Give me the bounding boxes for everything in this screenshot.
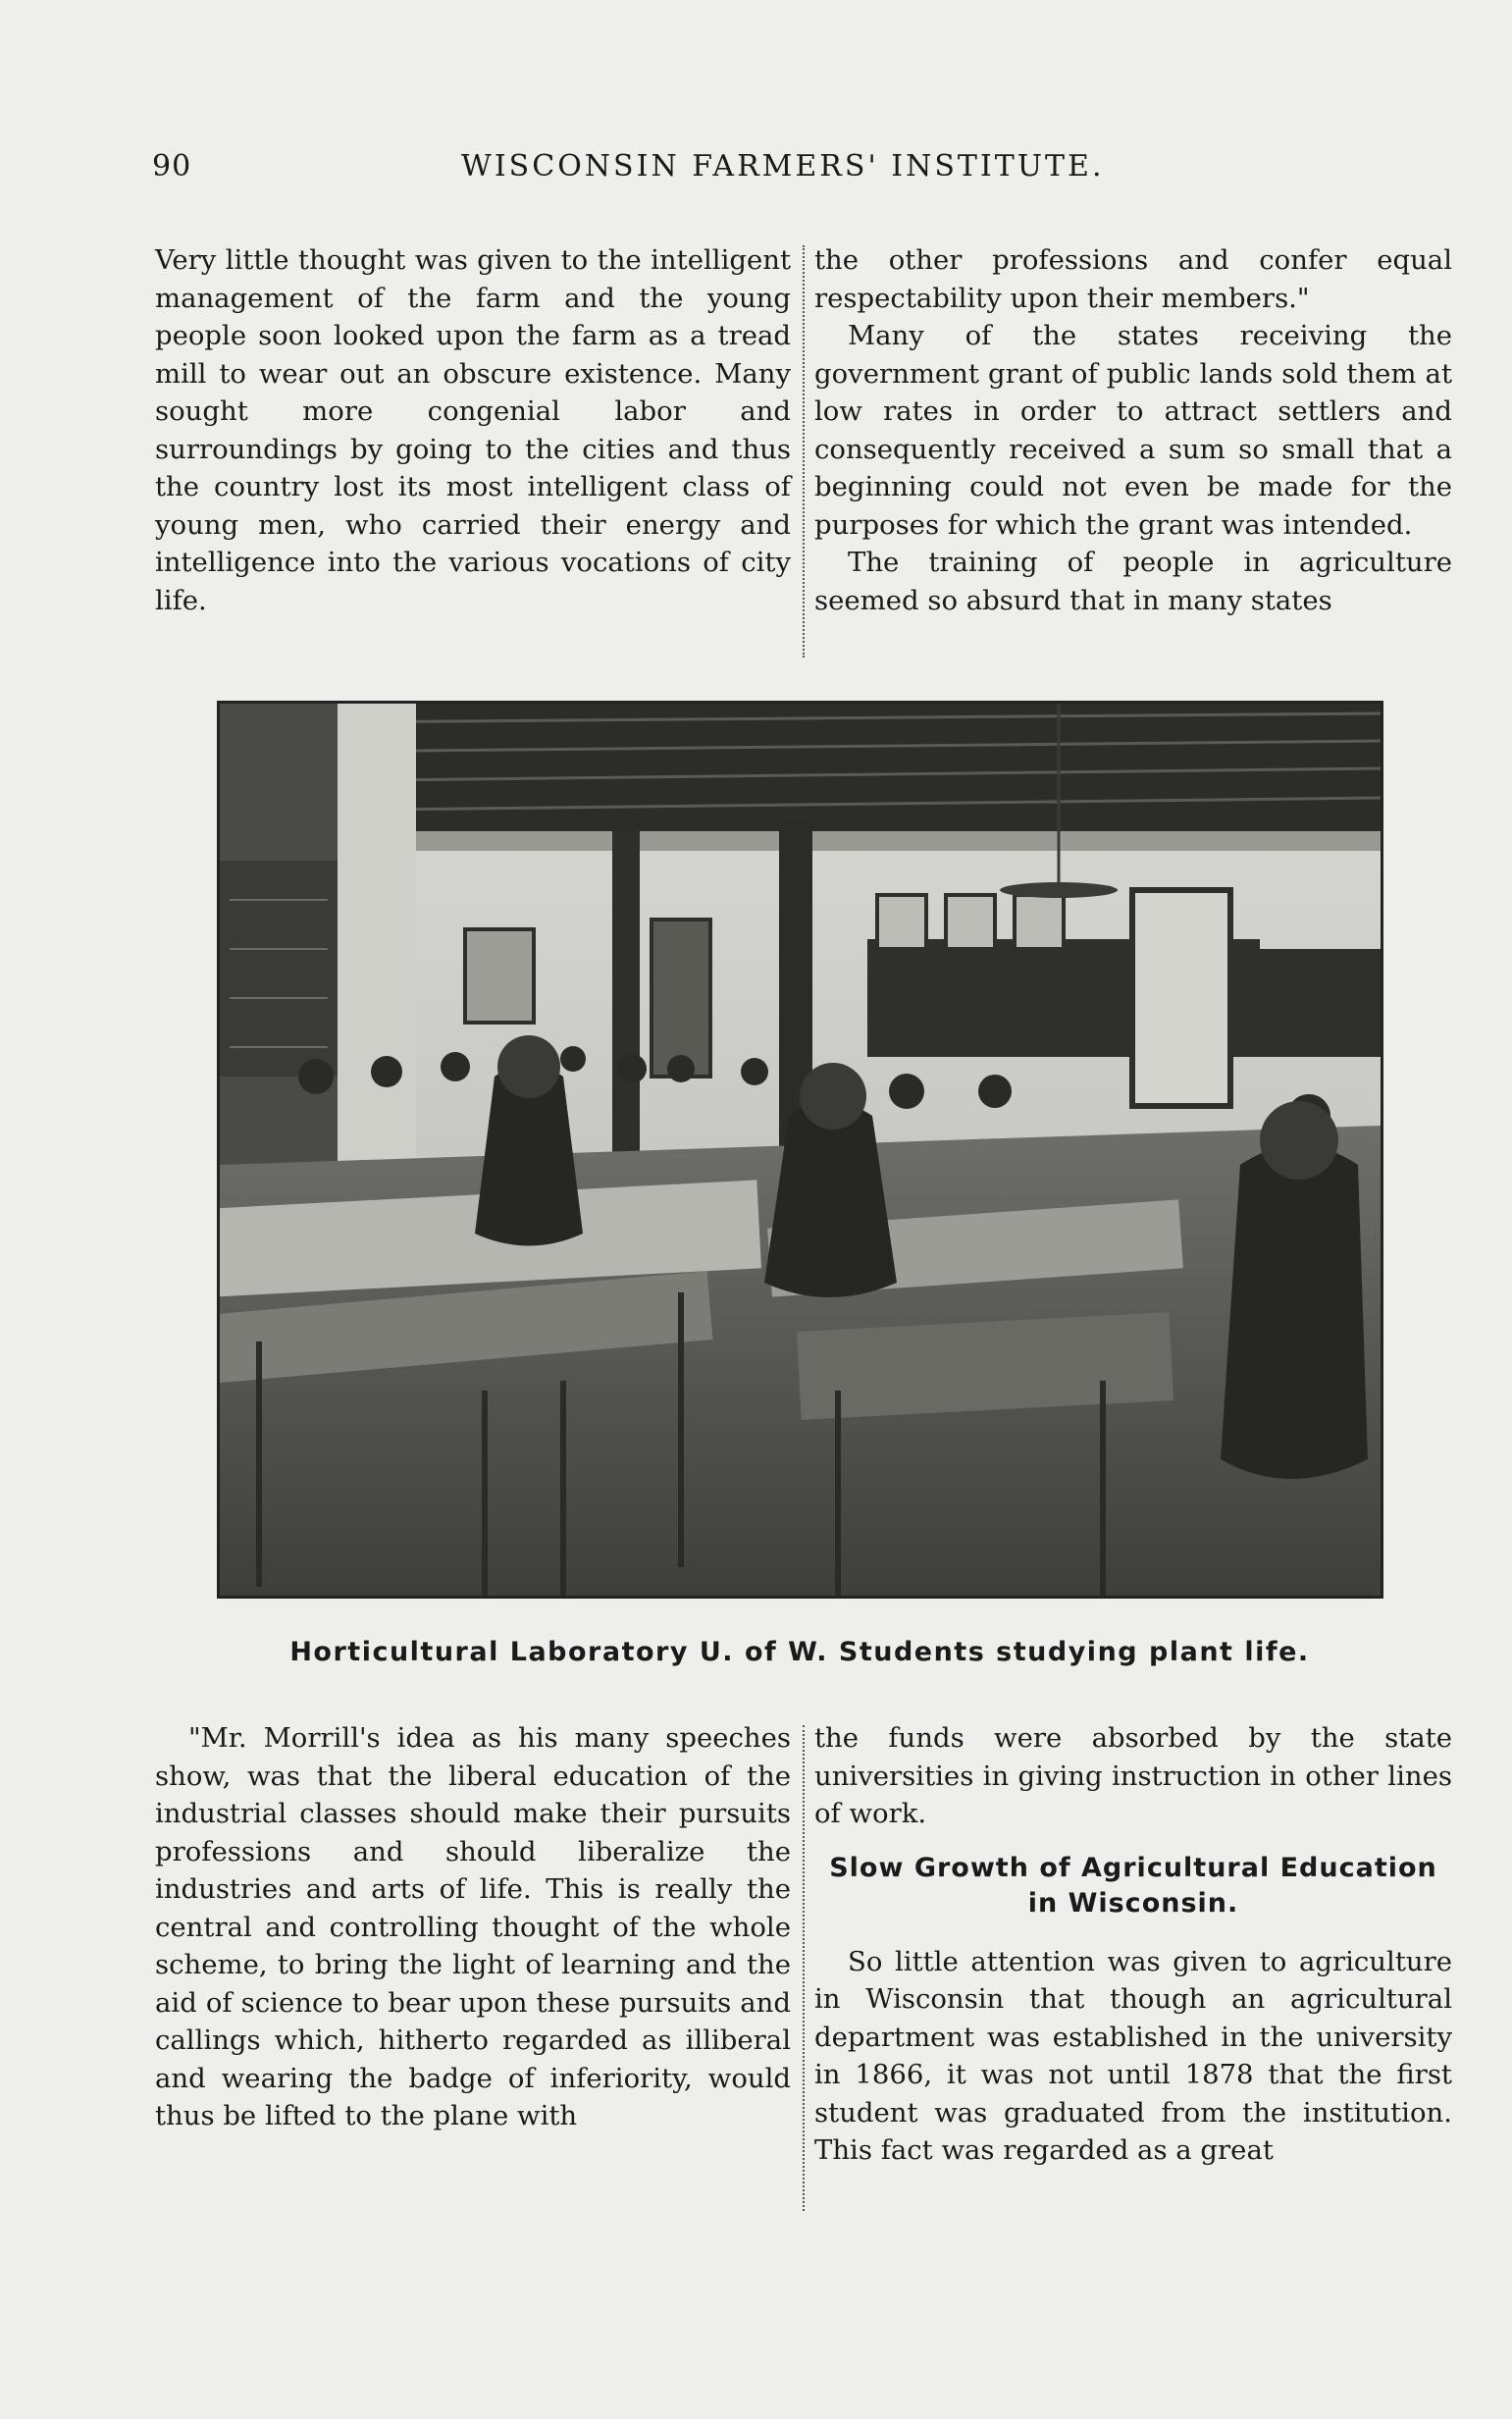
paragraph: Many of the states receiving the government grant of public lands sold them at low rates in order to attract settlers and consequently received a sum so small that a beginning could not even be made for the purposes for which the grant was intended.	[814, 320, 1452, 541]
paragraph: The training of people in agriculture seemed so absurd that in many states	[814, 547, 1452, 616]
photograph-image	[220, 704, 1381, 1596]
figure-caption: Horticultural Laboratory U. of W. Students studying plant life.	[289, 1637, 1310, 1667]
right-column-top	[814, 241, 1452, 619]
running-head: WISCONSIN FARMERS' INSTITUTE.	[461, 149, 1105, 184]
left-column-top	[155, 241, 791, 619]
laboratory-photograph	[217, 701, 1383, 1599]
right-column-bottom	[814, 1719, 1452, 2170]
paragraph: Very little thought was given to the intelligent management of the farm and the young people soon looked upon the farm as a tread mill to wear out an obscure existence. Many sought more congenial labor and surroundings by going to the cities and thus the country lost its most intelligent class of young men, who carried their energy and intelligence into the various vocations of city life.	[155, 244, 791, 616]
paragraph: "Mr. Morrill's idea as his many speeches show, was that the liberal education of the industrial classes should make their pursuits professions and should liberalize the industries and arts of life. This is really the central and controlling thought of the whole scheme, to bring the light of learning and the aid of science to bear upon these pursuits and callings which, hitherto regarded as illiberal and wearing the badge of inferiority, would thus be lifted to the plane with	[155, 1722, 791, 2131]
column-divider	[803, 1725, 805, 2211]
left-column-bottom	[155, 1719, 791, 2135]
paragraph: So little attention was given to agriculture in Wisconsin that though an agricultural department was established in the university in 1866, it was not until 1878 that the first student was graduated from the institution. This fact was regarded as a great	[814, 1945, 1452, 2166]
paragraph: the other professions and confer equal respectability upon their members."	[814, 244, 1452, 314]
paragraph: the funds were absorbed by the state universities in giving instruction in other lines of work.	[814, 1722, 1452, 1829]
section-heading: Slow Growth of Agricultural Education in Wisconsin.	[829, 1852, 1437, 1919]
column-divider	[803, 245, 805, 657]
page-number: 90	[152, 149, 192, 184]
